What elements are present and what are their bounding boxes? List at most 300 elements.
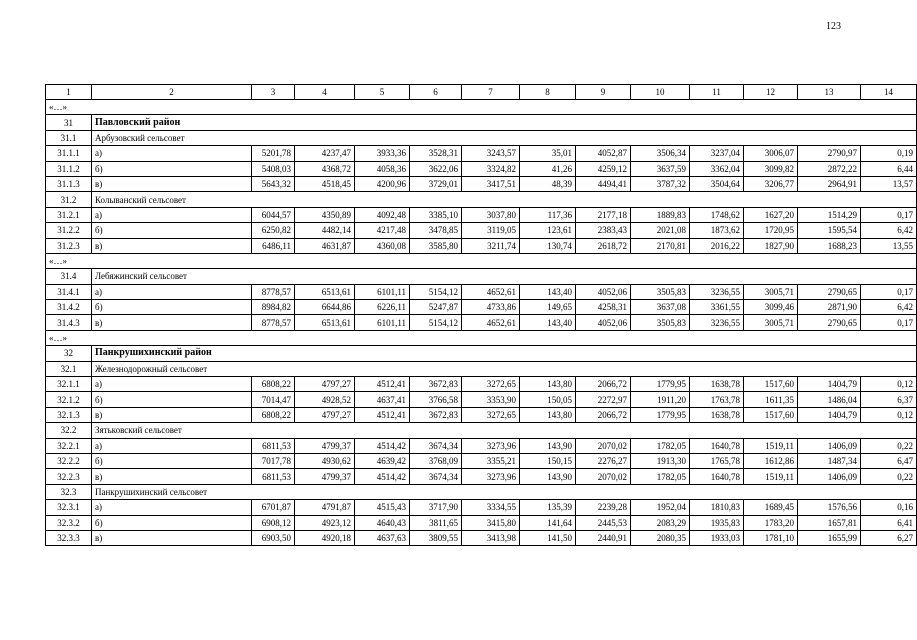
table-cell: 6101,11	[355, 284, 410, 299]
row-variant: б)	[92, 161, 252, 176]
table-cell: 6903,50	[252, 530, 295, 545]
table-cell: 4494,41	[576, 176, 631, 191]
table-cell: 6644,86	[295, 300, 355, 315]
table-cell: 1781,10	[744, 530, 798, 545]
table-cell: 6,42	[861, 300, 917, 315]
section-code: 31.1	[46, 130, 92, 145]
row-variant: б)	[92, 223, 252, 238]
table-cell: 7017,78	[252, 453, 295, 468]
row-code: 32.1.1	[46, 377, 92, 392]
table-cell: 6808,22	[252, 407, 295, 422]
table-cell: 1517,60	[744, 377, 798, 392]
table-cell: 4518,45	[295, 176, 355, 191]
row-code: 32.2.1	[46, 438, 92, 453]
table-cell: 123,61	[520, 223, 576, 238]
table-cell: 5154,12	[410, 284, 462, 299]
table-cell: 4368,72	[295, 161, 355, 176]
table-cell: 1638,78	[690, 377, 744, 392]
table-cell: 1404,79	[798, 377, 861, 392]
table-cell: 4797,27	[295, 407, 355, 422]
table-cell: 4640,43	[355, 515, 410, 530]
table-row	[46, 407, 917, 422]
table-cell: 1486,04	[798, 392, 861, 407]
table-cell: 143,90	[520, 469, 576, 484]
table-cell: 6908,12	[252, 515, 295, 530]
table-cell: 1720,95	[744, 223, 798, 238]
table-cell: 3273,96	[462, 438, 520, 453]
table-cell: 3672,83	[410, 407, 462, 422]
table-cell: 3672,83	[410, 377, 462, 392]
table-cell: 6,27	[861, 530, 917, 545]
table-cell: 4200,96	[355, 176, 410, 191]
table-cell: 1514,29	[798, 207, 861, 222]
table-cell: 4930,62	[295, 453, 355, 468]
table-row	[46, 315, 917, 330]
section-row	[46, 361, 917, 376]
region-row	[46, 346, 917, 361]
table-cell: 1935,83	[690, 515, 744, 530]
table-cell: 3237,04	[690, 146, 744, 161]
table-cell: 3236,55	[690, 315, 744, 330]
table-cell: 3005,71	[744, 284, 798, 299]
table-cell: 4920,18	[295, 530, 355, 545]
ellipsis-marker: «…»	[46, 330, 917, 345]
table-cell: 2445,53	[576, 515, 631, 530]
table-cell: 1873,62	[690, 223, 744, 238]
table-cell: 4512,41	[355, 377, 410, 392]
table-cell: 1638,78	[690, 407, 744, 422]
table-cell: 3361,55	[690, 300, 744, 315]
table-cell: 4512,41	[355, 407, 410, 422]
table-cell: 2070,02	[576, 469, 631, 484]
table-cell: 1952,04	[631, 500, 690, 515]
table-cell: 143,90	[520, 438, 576, 453]
table-row	[46, 392, 917, 407]
table-row	[46, 530, 917, 545]
section-code: 32.1	[46, 361, 92, 376]
table-cell: 4928,52	[295, 392, 355, 407]
section-row	[46, 484, 917, 499]
table-row	[46, 300, 917, 315]
table-cell: 1782,05	[631, 469, 690, 484]
table-cell: 3243,57	[462, 146, 520, 161]
table-row	[46, 500, 917, 515]
table-cell: 143,40	[520, 284, 576, 299]
row-variant: а)	[92, 377, 252, 392]
table-cell: 4652,61	[462, 315, 520, 330]
table-cell: 1783,20	[744, 515, 798, 530]
table-cell: 143,80	[520, 377, 576, 392]
table-cell: 6044,57	[252, 207, 295, 222]
table-cell: 3729,01	[410, 176, 462, 191]
ellipsis-row	[46, 330, 917, 345]
table-cell: 3099,82	[744, 161, 798, 176]
section-code: 32.3	[46, 484, 92, 499]
table-row	[46, 207, 917, 222]
row-code: 32.1.3	[46, 407, 92, 422]
table-cell: 3637,59	[631, 161, 690, 176]
table-cell: 141,64	[520, 515, 576, 530]
row-code: 31.1.3	[46, 176, 92, 191]
table-cell: 1595,54	[798, 223, 861, 238]
ellipsis-row	[46, 100, 917, 115]
section-name: Колыванский сельсовет	[92, 192, 917, 207]
table-cell: 5154,12	[410, 315, 462, 330]
table-cell: 6701,87	[252, 500, 295, 515]
column-header: 1	[46, 85, 92, 100]
row-code: 32.1.2	[46, 392, 92, 407]
column-header: 4	[295, 85, 355, 100]
table-cell: 5247,87	[410, 300, 462, 315]
table-cell: 4923,12	[295, 515, 355, 530]
table-row	[46, 377, 917, 392]
table-cell: 13,57	[861, 176, 917, 191]
section-row	[46, 423, 917, 438]
table-cell: 4631,87	[295, 238, 355, 253]
table-cell: 1640,78	[690, 438, 744, 453]
table-cell: 2083,29	[631, 515, 690, 530]
table-cell: 1519,11	[744, 469, 798, 484]
table-cell: 0,19	[861, 146, 917, 161]
ellipsis-row	[46, 253, 917, 268]
column-header: 5	[355, 85, 410, 100]
table-row	[46, 176, 917, 191]
row-variant: а)	[92, 500, 252, 515]
table-cell: 6808,22	[252, 377, 295, 392]
table-cell: 0,17	[861, 284, 917, 299]
row-code: 31.4.3	[46, 315, 92, 330]
table-cell: 2618,72	[576, 238, 631, 253]
table-cell: 0,16	[861, 500, 917, 515]
row-variant: б)	[92, 453, 252, 468]
table-cell: 1640,78	[690, 469, 744, 484]
table-cell: 0,22	[861, 438, 917, 453]
table-cell: 3037,80	[462, 207, 520, 222]
table-row	[46, 469, 917, 484]
section-row	[46, 269, 917, 284]
table-cell: 4637,41	[355, 392, 410, 407]
table-cell: 3674,34	[410, 438, 462, 453]
table-cell: 2021,08	[631, 223, 690, 238]
row-code: 31.2.3	[46, 238, 92, 253]
table-cell: 2070,02	[576, 438, 631, 453]
table-cell: 6226,11	[355, 300, 410, 315]
table-row	[46, 515, 917, 530]
section-name: Зятьковский сельсовет	[92, 423, 917, 438]
table-cell: 4791,87	[295, 500, 355, 515]
table-cell: 4514,42	[355, 438, 410, 453]
row-variant: в)	[92, 176, 252, 191]
table-cell: 143,40	[520, 315, 576, 330]
table-cell: 3415,80	[462, 515, 520, 530]
row-code: 32.3.2	[46, 515, 92, 530]
table-cell: 1487,34	[798, 453, 861, 468]
table-cell: 5408,03	[252, 161, 295, 176]
section-name: Панкрушихинский сельсовет	[92, 484, 917, 499]
table-cell: 3766,58	[410, 392, 462, 407]
row-variant: а)	[92, 438, 252, 453]
column-header: 14	[861, 85, 917, 100]
table-cell: 1406,09	[798, 438, 861, 453]
table-cell: 4799,37	[295, 438, 355, 453]
table-cell: 3622,06	[410, 161, 462, 176]
table-cell: 2790,65	[798, 284, 861, 299]
section-name: Арбузовский сельсовет	[92, 130, 917, 145]
table-cell: 0,12	[861, 407, 917, 422]
table-cell: 4797,27	[295, 377, 355, 392]
table-cell: 2080,35	[631, 530, 690, 545]
table-cell: 2066,72	[576, 407, 631, 422]
table-cell: 3933,36	[355, 146, 410, 161]
table-cell: 1611,35	[744, 392, 798, 407]
table-cell: 4733,86	[462, 300, 520, 315]
table-cell: 1655,99	[798, 530, 861, 545]
section-code: 32.2	[46, 423, 92, 438]
table-cell: 2964,91	[798, 176, 861, 191]
table-cell: 1576,56	[798, 500, 861, 515]
table-cell: 1404,79	[798, 407, 861, 422]
table-cell: 130,74	[520, 238, 576, 253]
row-code: 31.2.1	[46, 207, 92, 222]
table-row	[46, 453, 917, 468]
region-name: Панкрушихинский район	[92, 346, 917, 361]
table-cell: 1913,30	[631, 453, 690, 468]
table-cell: 1779,95	[631, 377, 690, 392]
row-variant: в)	[92, 238, 252, 253]
table-cell: 0,17	[861, 315, 917, 330]
table-cell: 2272,97	[576, 392, 631, 407]
row-variant: а)	[92, 207, 252, 222]
table-cell: 4052,87	[576, 146, 631, 161]
column-header: 6	[410, 85, 462, 100]
table-cell: 1782,05	[631, 438, 690, 453]
tariff-table	[45, 84, 917, 546]
table-cell: 3334,55	[462, 500, 520, 515]
table-cell: 4482,14	[295, 223, 355, 238]
table-cell: 1688,23	[798, 238, 861, 253]
row-variant: в)	[92, 530, 252, 545]
table-cell: 3006,07	[744, 146, 798, 161]
table-cell: 3413,98	[462, 530, 520, 545]
table-cell: 3206,77	[744, 176, 798, 191]
table-cell: 3585,80	[410, 238, 462, 253]
table-cell: 3809,55	[410, 530, 462, 545]
table-cell: 3787,32	[631, 176, 690, 191]
table-cell: 1519,11	[744, 438, 798, 453]
table-cell: 3005,71	[744, 315, 798, 330]
table-cell: 149,65	[520, 300, 576, 315]
section-row	[46, 130, 917, 145]
row-variant: а)	[92, 284, 252, 299]
table-cell: 5201,78	[252, 146, 295, 161]
region-code: 32	[46, 346, 92, 361]
table-cell: 6486,11	[252, 238, 295, 253]
row-code: 31.1.1	[46, 146, 92, 161]
table-cell: 1657,81	[798, 515, 861, 530]
table-cell: 1933,03	[690, 530, 744, 545]
table-row	[46, 146, 917, 161]
table-cell: 4258,31	[576, 300, 631, 315]
table-cell: 1827,90	[744, 238, 798, 253]
table-cell: 35,01	[520, 146, 576, 161]
table-cell: 1810,83	[690, 500, 744, 515]
table-cell: 141,50	[520, 530, 576, 545]
table-cell: 3099,46	[744, 300, 798, 315]
row-variant: б)	[92, 515, 252, 530]
table-cell: 6101,11	[355, 315, 410, 330]
table-cell: 6,41	[861, 515, 917, 530]
table-cell: 1748,62	[690, 207, 744, 222]
table-cell: 3811,65	[410, 515, 462, 530]
table-cell: 3273,96	[462, 469, 520, 484]
table-cell: 6811,53	[252, 469, 295, 484]
column-header-row	[46, 85, 917, 100]
section-code: 31.4	[46, 269, 92, 284]
table-cell: 3506,34	[631, 146, 690, 161]
table-row	[46, 238, 917, 253]
table-cell: 4052,06	[576, 284, 631, 299]
row-variant: в)	[92, 315, 252, 330]
table-cell: 1689,45	[744, 500, 798, 515]
table-cell: 8778,57	[252, 315, 295, 330]
table-cell: 2790,65	[798, 315, 861, 330]
table-cell: 3717,90	[410, 500, 462, 515]
section-name: Лебяжинский сельсовет	[92, 269, 917, 284]
table-cell: 2276,27	[576, 453, 631, 468]
table-cell: 2177,18	[576, 207, 631, 222]
table-cell: 2440,91	[576, 530, 631, 545]
table-cell: 3385,10	[410, 207, 462, 222]
row-code: 32.3.1	[46, 500, 92, 515]
table-cell: 6513,61	[295, 315, 355, 330]
table-cell: 4515,43	[355, 500, 410, 515]
table-cell: 6811,53	[252, 438, 295, 453]
table-cell: 3637,08	[631, 300, 690, 315]
table-cell: 4237,47	[295, 146, 355, 161]
row-variant: в)	[92, 407, 252, 422]
row-variant: б)	[92, 392, 252, 407]
table-cell: 2871,90	[798, 300, 861, 315]
column-header: 2	[92, 85, 252, 100]
column-header: 7	[462, 85, 520, 100]
page-number: 123	[826, 21, 841, 32]
table-cell: 4350,89	[295, 207, 355, 222]
column-header: 13	[798, 85, 861, 100]
table-cell: 1911,20	[631, 392, 690, 407]
table-cell: 4639,42	[355, 453, 410, 468]
table-cell: 3324,82	[462, 161, 520, 176]
section-name: Железнодорожный сельсовет	[92, 361, 917, 376]
table-cell: 6,44	[861, 161, 917, 176]
table-cell: 4259,12	[576, 161, 631, 176]
table-cell: 117,36	[520, 207, 576, 222]
table-cell: 4652,61	[462, 284, 520, 299]
table-cell: 4217,48	[355, 223, 410, 238]
table-cell: 6,42	[861, 223, 917, 238]
table-cell: 135,39	[520, 500, 576, 515]
table-cell: 48,39	[520, 176, 576, 191]
table-cell: 6513,61	[295, 284, 355, 299]
section-code: 31.2	[46, 192, 92, 207]
table-cell: 6,47	[861, 453, 917, 468]
table-cell: 13,55	[861, 238, 917, 253]
table-cell: 0,12	[861, 377, 917, 392]
row-code: 32.2.2	[46, 453, 92, 468]
row-code: 31.4.2	[46, 300, 92, 315]
table-cell: 1406,09	[798, 469, 861, 484]
table-cell: 3355,21	[462, 453, 520, 468]
table-cell: 4637,63	[355, 530, 410, 545]
row-code: 31.4.1	[46, 284, 92, 299]
table-cell: 3674,34	[410, 469, 462, 484]
table-cell: 3528,31	[410, 146, 462, 161]
table-cell: 1779,95	[631, 407, 690, 422]
table-cell: 4052,06	[576, 315, 631, 330]
table-cell: 150,15	[520, 453, 576, 468]
region-code: 31	[46, 115, 92, 130]
table-cell: 2066,72	[576, 377, 631, 392]
table-row	[46, 223, 917, 238]
row-code: 32.2.3	[46, 469, 92, 484]
table-cell: 0,22	[861, 469, 917, 484]
table-cell: 1517,60	[744, 407, 798, 422]
table-cell: 2239,28	[576, 500, 631, 515]
table-cell: 1612,86	[744, 453, 798, 468]
table-row	[46, 161, 917, 176]
table-cell: 3236,55	[690, 284, 744, 299]
ellipsis-marker: «…»	[46, 253, 917, 268]
row-variant: б)	[92, 300, 252, 315]
table-cell: 3272,65	[462, 377, 520, 392]
column-header: 3	[252, 85, 295, 100]
column-header: 9	[576, 85, 631, 100]
table-cell: 1889,83	[631, 207, 690, 222]
table-cell: 3362,04	[690, 161, 744, 176]
column-header: 12	[744, 85, 798, 100]
column-header: 8	[520, 85, 576, 100]
table-cell: 3119,05	[462, 223, 520, 238]
table-cell: 7014,47	[252, 392, 295, 407]
table-cell: 143,80	[520, 407, 576, 422]
table-cell: 3478,85	[410, 223, 462, 238]
table-cell: 2872,22	[798, 161, 861, 176]
table-cell: 8778,57	[252, 284, 295, 299]
table-cell: 1627,20	[744, 207, 798, 222]
table-cell: 3504,64	[690, 176, 744, 191]
row-variant: а)	[92, 146, 252, 161]
region-row	[46, 115, 917, 130]
table-cell: 2790,97	[798, 146, 861, 161]
table-cell: 3353,90	[462, 392, 520, 407]
table-cell: 3417,51	[462, 176, 520, 191]
table-cell: 3505,83	[631, 284, 690, 299]
table-cell: 4058,36	[355, 161, 410, 176]
table-row	[46, 438, 917, 453]
table-cell: 4360,08	[355, 238, 410, 253]
region-name: Павловский район	[92, 115, 917, 130]
table-cell: 8984,82	[252, 300, 295, 315]
table-cell: 6250,82	[252, 223, 295, 238]
table-cell: 1765,78	[690, 453, 744, 468]
table-cell: 2016,22	[690, 238, 744, 253]
table-cell: 3505,83	[631, 315, 690, 330]
table-cell: 4514,42	[355, 469, 410, 484]
table-cell: 3768,09	[410, 453, 462, 468]
row-variant: в)	[92, 469, 252, 484]
table-cell: 4092,48	[355, 207, 410, 222]
column-header: 10	[631, 85, 690, 100]
table-cell: 5643,32	[252, 176, 295, 191]
